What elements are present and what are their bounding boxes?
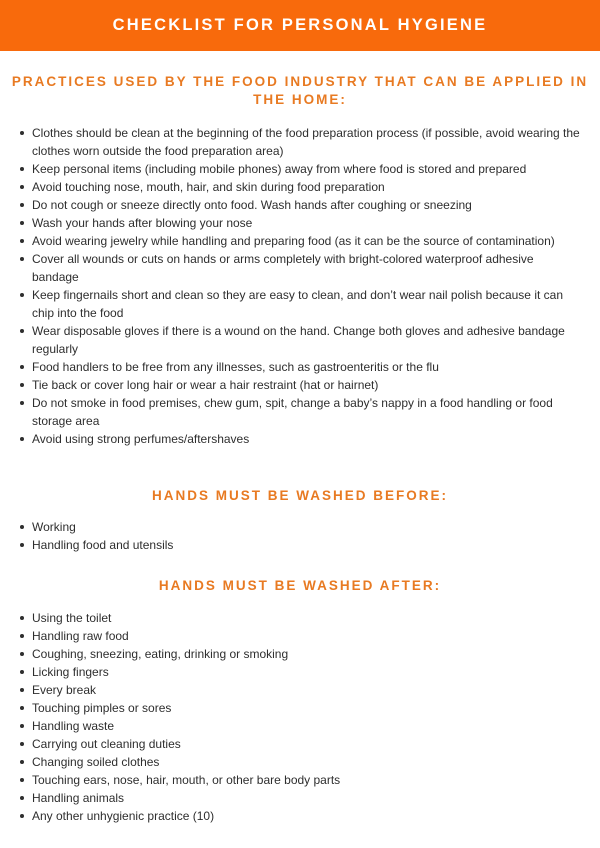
- list-item: Licking fingers: [20, 663, 580, 681]
- list-item: Touching pimples or sores: [20, 699, 580, 717]
- before-heading: HANDS MUST BE WASHED BEFORE:: [151, 488, 448, 503]
- list-item: Keep fingernails short and clean so they are easy to clean, and don’t wear nail polish because it can chip into the food: [20, 286, 580, 322]
- practices-heading-line1: PRACTICES USED BY THE FOOD INDUSTRY THAT CAN BE APPLIED IN: [11, 74, 589, 89]
- list-item: Working: [20, 518, 580, 536]
- list-item: Food handlers to be free from any illnesses, such as gastroenteritis or the flu: [20, 358, 580, 376]
- list-item: Every break: [20, 681, 580, 699]
- list-item: Handling food and utensils: [20, 536, 580, 554]
- page-title: CHECKLIST FOR PERSONAL HYGIENE: [112, 16, 488, 34]
- list-item: Handling raw food: [20, 627, 580, 645]
- before-list: [20, 518, 580, 554]
- list-item: Avoid touching nose, mouth, hair, and skin during food preparation: [20, 178, 580, 196]
- list-item: Do not cough or sneeze directly onto food. Wash hands after coughing or sneezing: [20, 196, 580, 214]
- list-item: Coughing, sneezing, eating, drinking or smoking: [20, 645, 580, 663]
- list-item: Wash your hands after blowing your nose: [20, 214, 580, 232]
- list-item: Do not smoke in food premises, chew gum, spit, change a baby’s nappy in a food handling or food storage area: [20, 394, 580, 430]
- after-list: [20, 609, 580, 825]
- practices-list: [20, 124, 580, 448]
- list-item: Tie back or cover long hair or wear a hair restraint (hat or hairnet): [20, 376, 580, 394]
- list-item: Handling waste: [20, 717, 580, 735]
- list-item: Using the toilet: [20, 609, 580, 627]
- list-item: Wear disposable gloves if there is a wound on the hand. Change both gloves and adhesive bandage regularly: [20, 322, 580, 358]
- title-banner: [0, 0, 600, 51]
- list-item: Clothes should be clean at the beginning of the food preparation process (if possible, avoid wearing the clothes worn outside the food preparation area): [20, 124, 580, 160]
- practices-heading: [0, 73, 600, 109]
- practices-heading-line2: THE HOME:: [253, 92, 347, 107]
- list-item: Handling animals: [20, 789, 580, 807]
- list-item: Avoid using strong perfumes/aftershaves: [20, 430, 580, 448]
- list-item: Avoid wearing jewelry while handling and preparing food (as it can be the source of contamination): [20, 232, 580, 250]
- list-item: Changing soiled clothes: [20, 753, 580, 771]
- list-item: Carrying out cleaning duties: [20, 735, 580, 753]
- after-heading: HANDS MUST BE WASHED AFTER:: [158, 578, 442, 593]
- list-item: Cover all wounds or cuts on hands or arms completely with bright-colored waterproof adhesive bandage: [20, 250, 580, 286]
- list-item: Keep personal items (including mobile phones) away from where food is stored and prepared: [20, 160, 580, 178]
- list-item: Touching ears, nose, hair, mouth, or other bare body parts: [20, 771, 580, 789]
- list-item: Any other unhygienic practice (10): [20, 807, 580, 825]
